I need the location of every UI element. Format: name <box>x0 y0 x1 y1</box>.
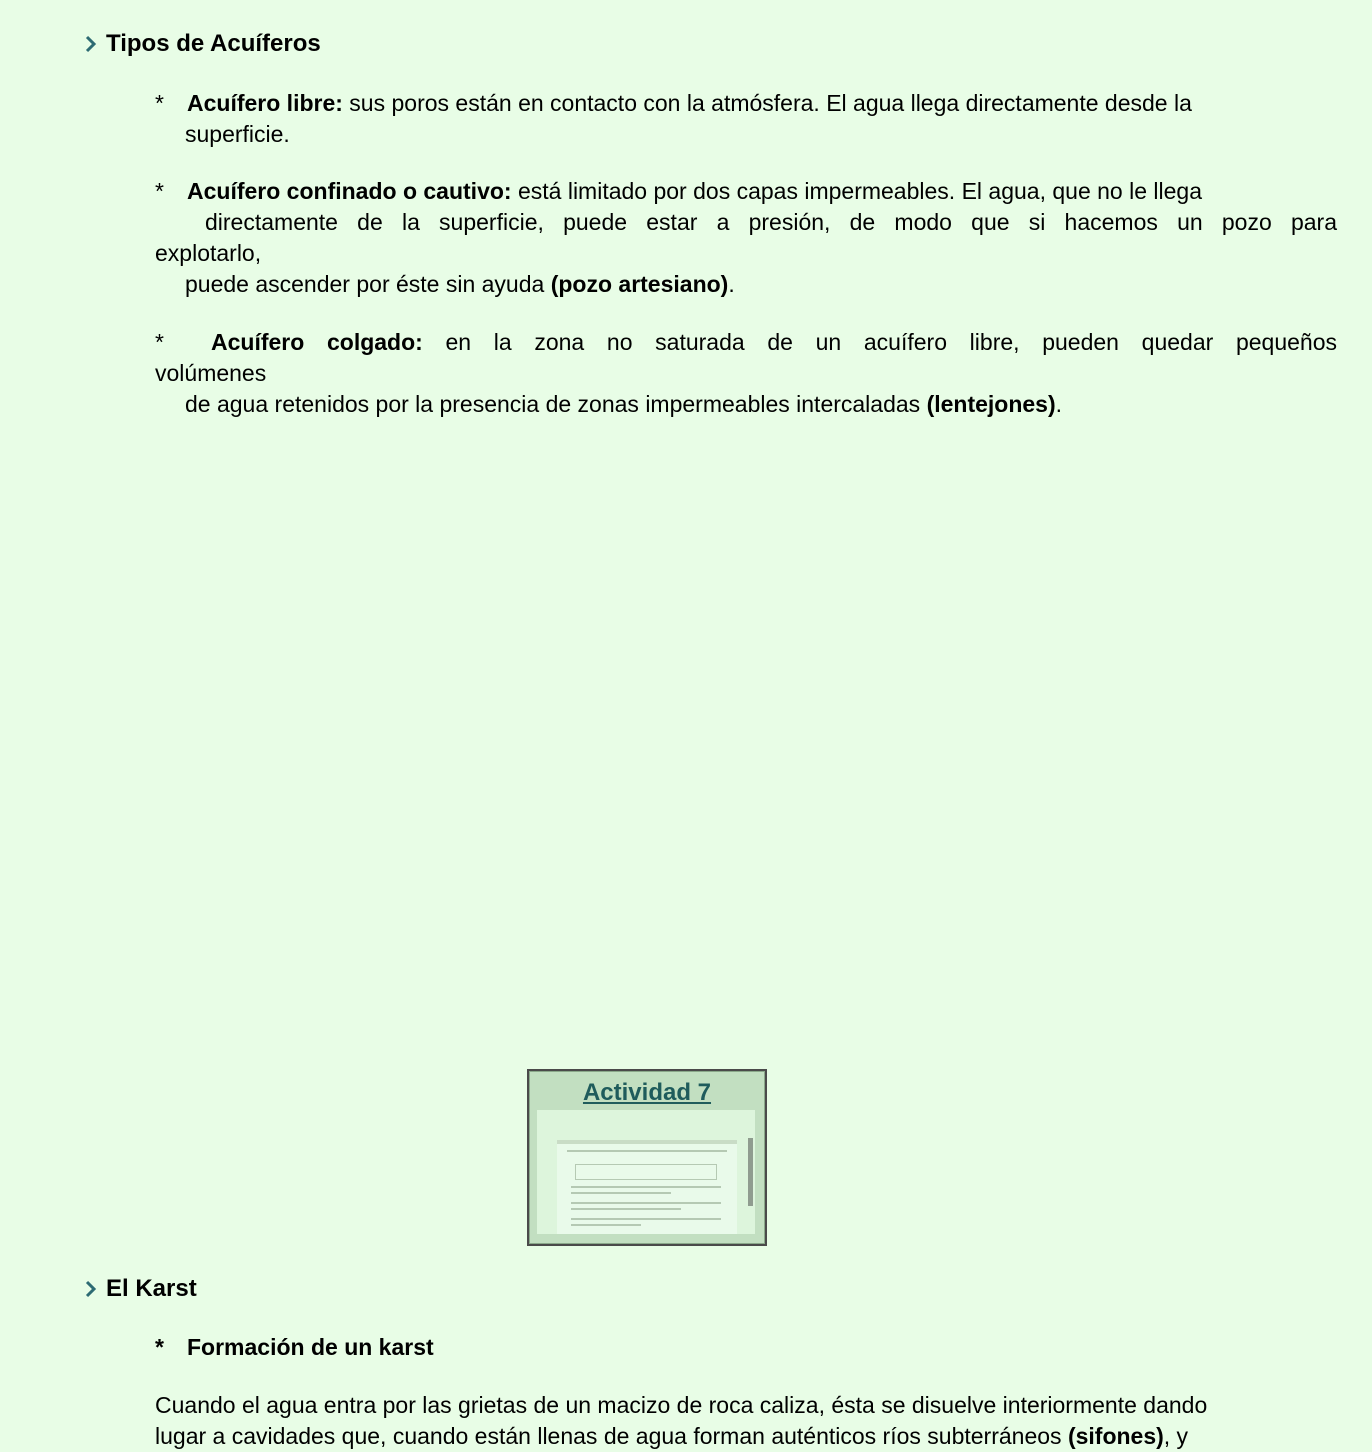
thumbnail-content <box>557 1140 737 1234</box>
activity-thumbnail[interactable] <box>537 1110 755 1234</box>
section-heading-tipos <box>84 30 321 58</box>
aquifer-item-colgado <box>155 327 1337 420</box>
bullet: * <box>155 90 164 116</box>
bullet: * <box>155 329 164 355</box>
text: , y <box>1163 1423 1189 1449</box>
karst-subheading <box>155 1332 1337 1363</box>
karst-paragraph <box>155 1390 1337 1452</box>
text: . <box>1055 391 1063 417</box>
thumbnail-scrollbar <box>748 1138 753 1206</box>
section-heading-karst <box>84 1275 197 1303</box>
bullet: * <box>155 178 164 204</box>
text: Cuando el agua entra por las grietas de un macizo de roca caliza, ésta se disuelve interiormente dando <box>155 1392 1208 1418</box>
aquifer-item-confinado <box>155 176 1337 300</box>
term-bold: (lentejones) <box>926 391 1056 417</box>
text: explotarlo, <box>155 240 262 266</box>
bullet: * <box>155 1334 164 1360</box>
chevron-right-icon <box>84 1279 98 1299</box>
term-bold: (pozo artesiano) <box>550 271 729 297</box>
text: directamente de la superficie, puede estar a presión, de modo que si hacemos un pozo para <box>205 209 1337 235</box>
aquifer-item-libre <box>155 88 1337 150</box>
text: volúmenes <box>155 360 267 386</box>
section-title: El Karst <box>106 1275 197 1302</box>
term: Acuífero colgado: <box>211 329 423 355</box>
term: Acuífero libre: <box>187 90 343 116</box>
term-bold: (sifones) <box>1067 1423 1164 1449</box>
text: sus poros están en contacto con la atmósfera. El agua llega directamente desde la <box>342 90 1192 116</box>
section-title: Tipos de Acuíferos <box>106 30 321 57</box>
text: lugar a cavidades que, cuando están llenas de agua forman auténticos ríos subterráneos <box>155 1423 1068 1449</box>
text: de agua retenidos por la presencia de zonas impermeables intercaladas <box>185 391 927 417</box>
text: en la zona no saturada de un acuífero libre, pueden quedar pequeños <box>422 329 1337 355</box>
subheading-text: Formación de un karst <box>187 1334 434 1360</box>
text: está limitado por dos capas impermeables. El agua, que no le llega <box>511 178 1202 204</box>
text: superficie. <box>185 121 290 147</box>
chevron-right-icon <box>84 34 98 54</box>
text: puede ascender por éste sin ayuda <box>185 271 551 297</box>
activity-card[interactable] <box>527 1069 767 1246</box>
term: Acuífero confinado o cautivo: <box>187 178 512 204</box>
activity-link[interactable]: Actividad 7 <box>582 1079 712 1106</box>
text: . <box>728 271 735 297</box>
